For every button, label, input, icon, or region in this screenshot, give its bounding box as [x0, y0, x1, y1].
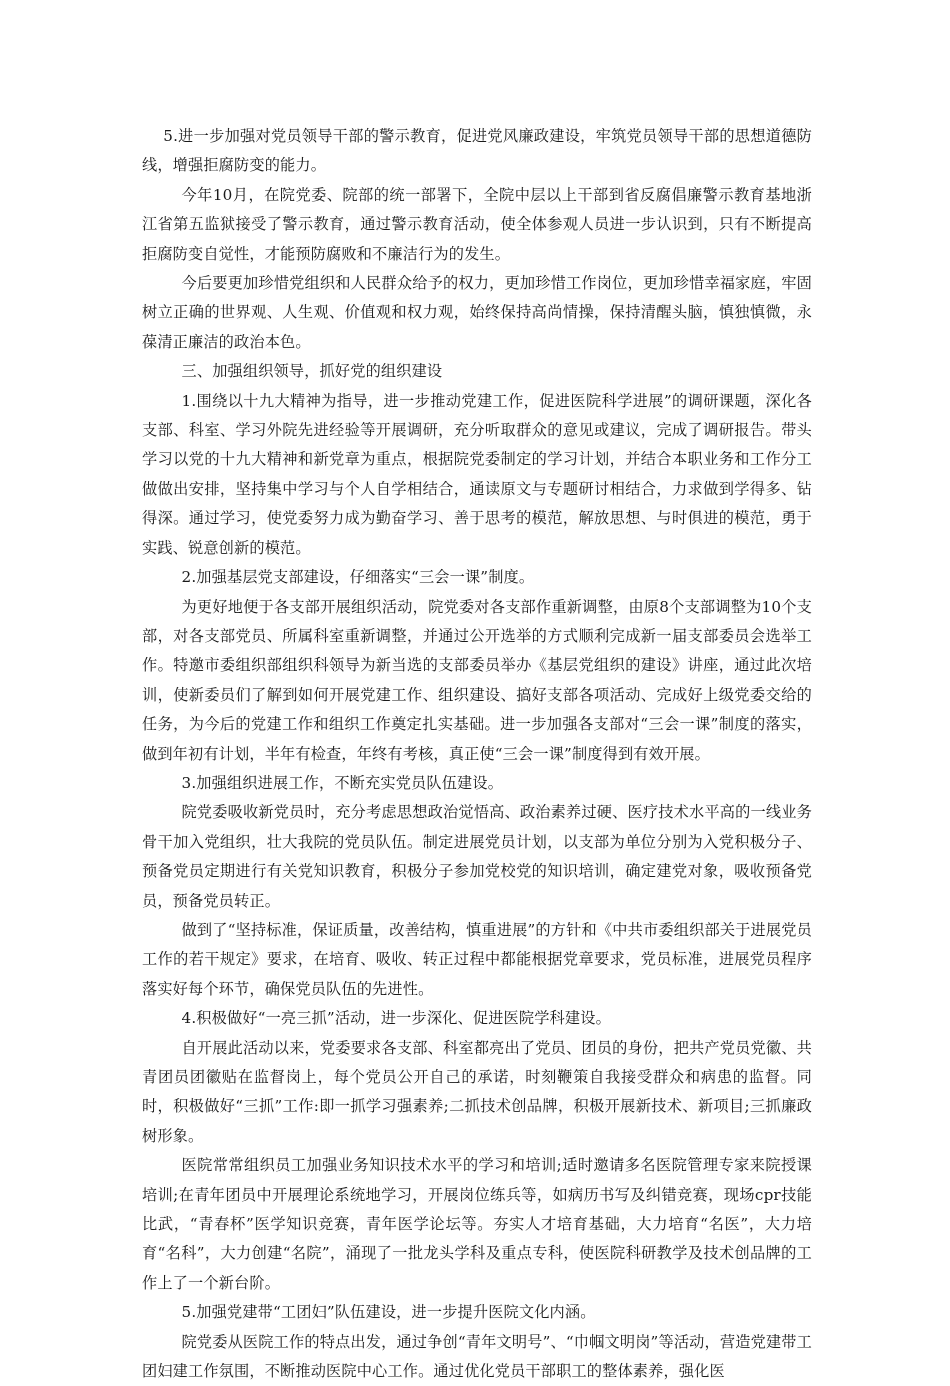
paragraph-new-members: 院党委吸收新党员时，充分考虑思想政治觉悟高、政治素养过硬、医疗技术水平高的一线业务骨干加入党组织，壮大我院的党员队伍。制定进展党员计划，以支部为单位分别为入党积极分子、预备党员定期进行有关党知识教育，积极分子参加党校党的知识培训，确定建党对象，吸收预备党员，预备党员转正。 [142, 803, 812, 910]
paragraph-activity-details: 自开展此活动以来，党委要求各支部、科室都亮出了党员、团员的身份，把共产党员党徽、共青团员团徽贴在监督岗上，每个党员公开自己的承诺，时刻鞭策自我接受群众和病患的监督。同时，积极做好“三抓”工作:即一抓学习强素养;二抓技术创品牌，积极开展新技术、新项目;三抓廉政树形象。 [142, 1038, 812, 1145]
document-body [142, 122, 812, 1386]
paragraph-civilized-post: 院党委从医院工作的特点出发，通过争创“青年文明号”、“巾帼文明岗”等活动，营造党建带工团妇建工作氛围，不断推动医院中心工作。通过优化党员干部职工的整体素养，强化医 [142, 1332, 812, 1381]
paragraph-cherish-power: 今后要更加珍惜党组织和人民群众给予的权力，更加珍惜工作岗位，更加珍惜幸福家庭，牢固树立正确的世界观、人生观、价值观和权力观，始终保持高尚情操，保持清醒头脑，慎独慎微，永葆清正廉洁的政治本色。 [142, 274, 812, 351]
paragraph-union-youth-women-heading: 5.加强党建带“工团妇”队伍建设，进一步提升医院文化内涵。 [181, 1303, 596, 1322]
paragraph-warning-education-heading: 5.进一步加强对党员领导干部的警示教育，促进党风廉政建设，牢筑党员领导干部的思想道德防线，增强拒腐防变的能力。 [142, 127, 812, 175]
section-heading-organization: 三、加强组织领导，抓好党的组织建设 [181, 362, 443, 381]
paragraph-branch-building-heading: 2.加强基层党支部建设，仔细落实“三会一课”制度。 [181, 568, 535, 587]
paragraph-warning-education-visit: 今年10月，在院党委、院部的统一部署下，全院中层以上干部到省反腐倡廉警示教育基地浙江省第五监狱接受了警示教育，通过警示教育活动，使全体参观人员进一步认识到，只有不断提高拒腐防变自觉性，才能预防腐败和不廉洁行为的发生。 [142, 185, 812, 263]
paragraph-one-show-three-grasp-heading: 4.积极做好“一亮三抓”活动，进一步深化、促进医院学科建设。 [181, 1009, 611, 1028]
paragraph-standards: 做到了“坚持标准，保证质量，改善结构，慎重进展”的方针和《中共市委组织部关于进展党员工作的若干规定》要求，在培育、吸收、转正过程中都能根据党章要求，党员标准，进展党员程序落实好每个环节，确保党员队伍的先进性。 [142, 920, 812, 998]
paragraph-branch-restructure: 为更好地便于各支部开展组织活动，院党委对各支部作重新调整，由原8个支部调整为10个支部，对各支部党员、所属科室重新调整，并通过公开选举的方式顺利完成新一届支部委员会选举工作。特邀市委组织部组织科领导为新当选的支部委员举办《基层党组织的建设》讲座，通过此次培训，使新委员们了解到如何开展党建工作、组织建设、搞好支部各项活动、完成好上级党委交给的任务，为今后的党建工作和组织工作奠定扎实基础。进一步加强各支部对“三会一课”制度的落实，做到年初有计划，半年有检查，年终有考核，真正使“三会一课”制度得到有效开展。 [142, 597, 812, 763]
paragraph-training: 医院常常组织员工加强业务知识技术水平的学习和培训;适时邀请多名医院管理专家来院授课培训;在青年团员中开展理论系统地学习，开展岗位练兵等，如病历书写及纠错竞赛，现场cpr技能比武，“青春杯”医学知识竞赛，青年医学论坛等。夯实人才培育基础，大力培育“名医”，大力培育“名科”，大力创建“名院”，涌现了一批龙头学科及重点专科，使医院科研教学及技术创品牌的工作上了一个新台阶。 [142, 1156, 812, 1292]
paragraph-research-topic: 1.围绕以十九大精神为指导，进一步推动党建工作，促进医院科学进展”的调研课题，深化各支部、科室、学习外院先进经验等开展调研，充分听取群众的意见或建议，完成了调研报告。带头学习以党的十九大精神和新党章为重点，根据院党委制定的学习计划，并结合本职业务和工作分工做做出安排，坚持集中学习与个人自学相结合，通读原文与专题研讨相结合，力求做到学得多、钻得深。通过学习，使党委努力成为勤奋学习、善于思考的模范，解放思想、与时俱进的模范，勇于实践、锐意创新的模范。 [142, 391, 812, 557]
paragraph-member-development-heading: 3.加强组织进展工作，不断充实党员队伍建设。 [181, 773, 504, 792]
